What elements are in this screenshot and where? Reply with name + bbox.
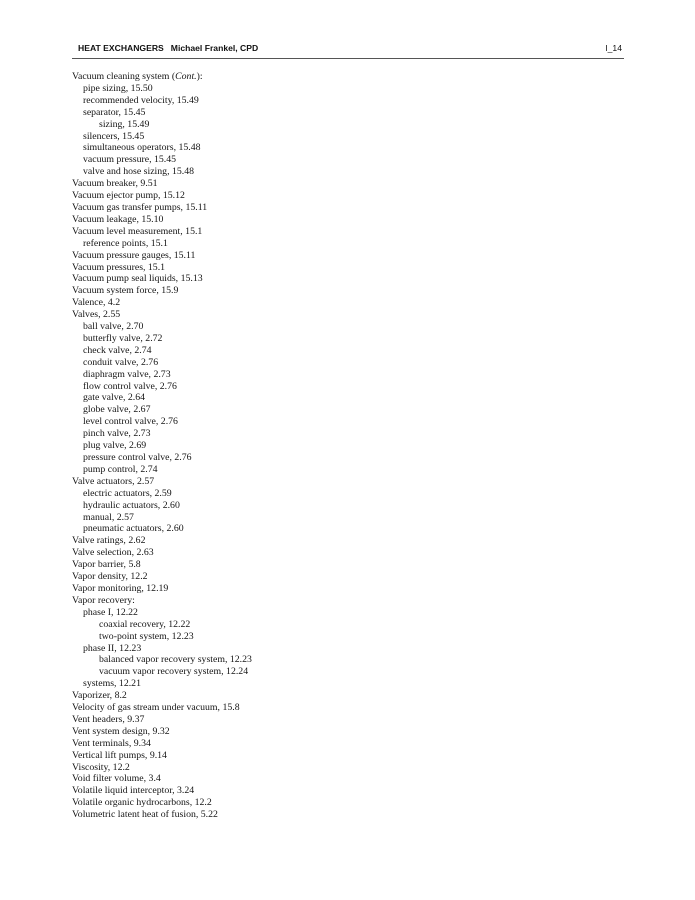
index-entry: Valve ratings, 2.62	[72, 535, 146, 547]
index-subentry: ball valve, 2.70	[83, 321, 144, 333]
index-subentry: two-point system, 12.23	[99, 630, 194, 642]
index-entry: Vent headers, 9.37	[72, 713, 145, 725]
index-entry: Vacuum leakage, 15.10	[72, 213, 164, 225]
index-entry: Vacuum pressure gauges, 15.11	[72, 249, 196, 261]
index-subentry: pinch valve, 2.73	[83, 428, 151, 440]
index-subentry: check valve, 2.74	[83, 344, 152, 356]
index-entry: Vacuum gas transfer pumps, 15.11	[72, 201, 208, 213]
index-subentry: level control valve, 2.76	[83, 416, 178, 428]
index-entry: Vent system design, 9.32	[72, 725, 170, 737]
index-subentry: balanced vapor recovery system, 12.23	[99, 654, 252, 666]
index-entry: Valence, 4.2	[72, 297, 121, 309]
index-entry: Volatile organic hydrocarbons, 12.2	[72, 797, 212, 809]
index-subentry: valve and hose sizing, 15.48	[83, 166, 195, 178]
index-entry: Vaporizer, 8.2	[72, 690, 127, 702]
index-subentry: pressure control valve, 2.76	[83, 452, 192, 463]
index-subentry: globe valve, 2.67	[83, 404, 151, 416]
index-entry: Valves, 2.55	[72, 309, 121, 321]
index-subentry: pump control, 2.74	[83, 463, 158, 475]
index-subentry: vacuum pressure, 15.45	[83, 154, 177, 166]
index-entry: Vacuum system force, 15.9	[72, 285, 179, 297]
index-subentry: simultaneous operators, 15.48	[83, 142, 201, 154]
index-subentry: diaphragm valve, 2.73	[83, 368, 171, 380]
index-entry: Void filter volume, 3.4	[72, 773, 161, 785]
index-entry: Vertical lift pumps, 9.14	[72, 749, 167, 761]
index-subentry: reference points, 15.1	[83, 237, 168, 249]
index-entry: Vapor density, 12.2	[72, 571, 148, 583]
page-number: I_14	[605, 43, 622, 53]
index-subentry: recommended velocity, 15.49	[83, 94, 199, 106]
index-subentry: pipe sizing, 15.50	[83, 82, 153, 94]
author-name: Michael Frankel, CPD	[170, 43, 259, 53]
index-entry: Valve actuators, 2.57	[72, 475, 155, 487]
index-entry: Valve selection, 2.63	[72, 547, 154, 559]
index-entry: Vapor monitoring, 12.19	[72, 582, 169, 594]
running-header	[72, 43, 624, 57]
index-entry: Vapor barrier, 5.8	[72, 559, 141, 571]
continued-marker: Cont.	[175, 71, 197, 82]
index-subentry: separator, 15.45	[83, 106, 146, 118]
index-subentry: coaxial recovery, 12.22	[99, 618, 191, 630]
index-entry: Vacuum level measurement, 15.1	[72, 225, 203, 237]
book-title: HEAT EXCHANGERS	[78, 43, 164, 53]
index-subentry: phase I, 12.22	[83, 606, 138, 618]
index-entry: Velocity of gas stream under vacuum, 15.8	[72, 702, 240, 714]
index-entry: Vapor recovery:	[72, 594, 135, 606]
index-entry: Vacuum ejector pump, 15.12	[72, 190, 185, 202]
index-subentry: conduit valve, 2.76	[83, 356, 159, 368]
index-subentry: electric actuators, 2.59	[83, 487, 172, 499]
index-subentry: pneumatic actuators, 2.60	[83, 523, 184, 535]
header-rule	[72, 58, 624, 59]
index-entry: Vacuum pump seal liquids, 15.13	[72, 273, 203, 285]
index-subentry: silencers, 15.45	[83, 130, 145, 142]
index-entry: Vacuum pressures, 15.1	[72, 261, 166, 273]
index-subentry: plug valve, 2.69	[83, 440, 147, 452]
index-subentry: manual, 2.57	[83, 511, 134, 523]
index-entry: Vent terminals, 9.34	[72, 737, 151, 749]
index-subentry: flow control valve, 2.76	[83, 380, 177, 392]
index-entry-continued	[72, 71, 612, 83]
header-left	[78, 43, 258, 53]
index-subentry: gate valve, 2.64	[83, 392, 146, 404]
index-subentry: sizing, 15.49	[99, 118, 150, 130]
index-entry: Volumetric latent heat of fusion, 5.22	[72, 809, 218, 821]
index-entry-list	[72, 71, 612, 821]
index-entry-text: ):	[196, 71, 203, 82]
index-entry: Vacuum breaker, 9.51	[72, 178, 158, 190]
index-subentry: systems, 12.21	[83, 678, 141, 690]
index-subentry: butterfly valve, 2.72	[83, 332, 163, 344]
index-entry: Volatile liquid interceptor, 3.24	[72, 785, 195, 797]
index-subentry: hydraulic actuators, 2.60	[83, 499, 180, 511]
index-subentry: phase II, 12.23	[83, 642, 142, 654]
index-subentry: vacuum vapor recovery system, 12.24	[99, 666, 249, 678]
index-entry-text: Vacuum cleaning system (	[72, 71, 176, 82]
index-entry: Viscosity, 12.2	[72, 761, 130, 773]
